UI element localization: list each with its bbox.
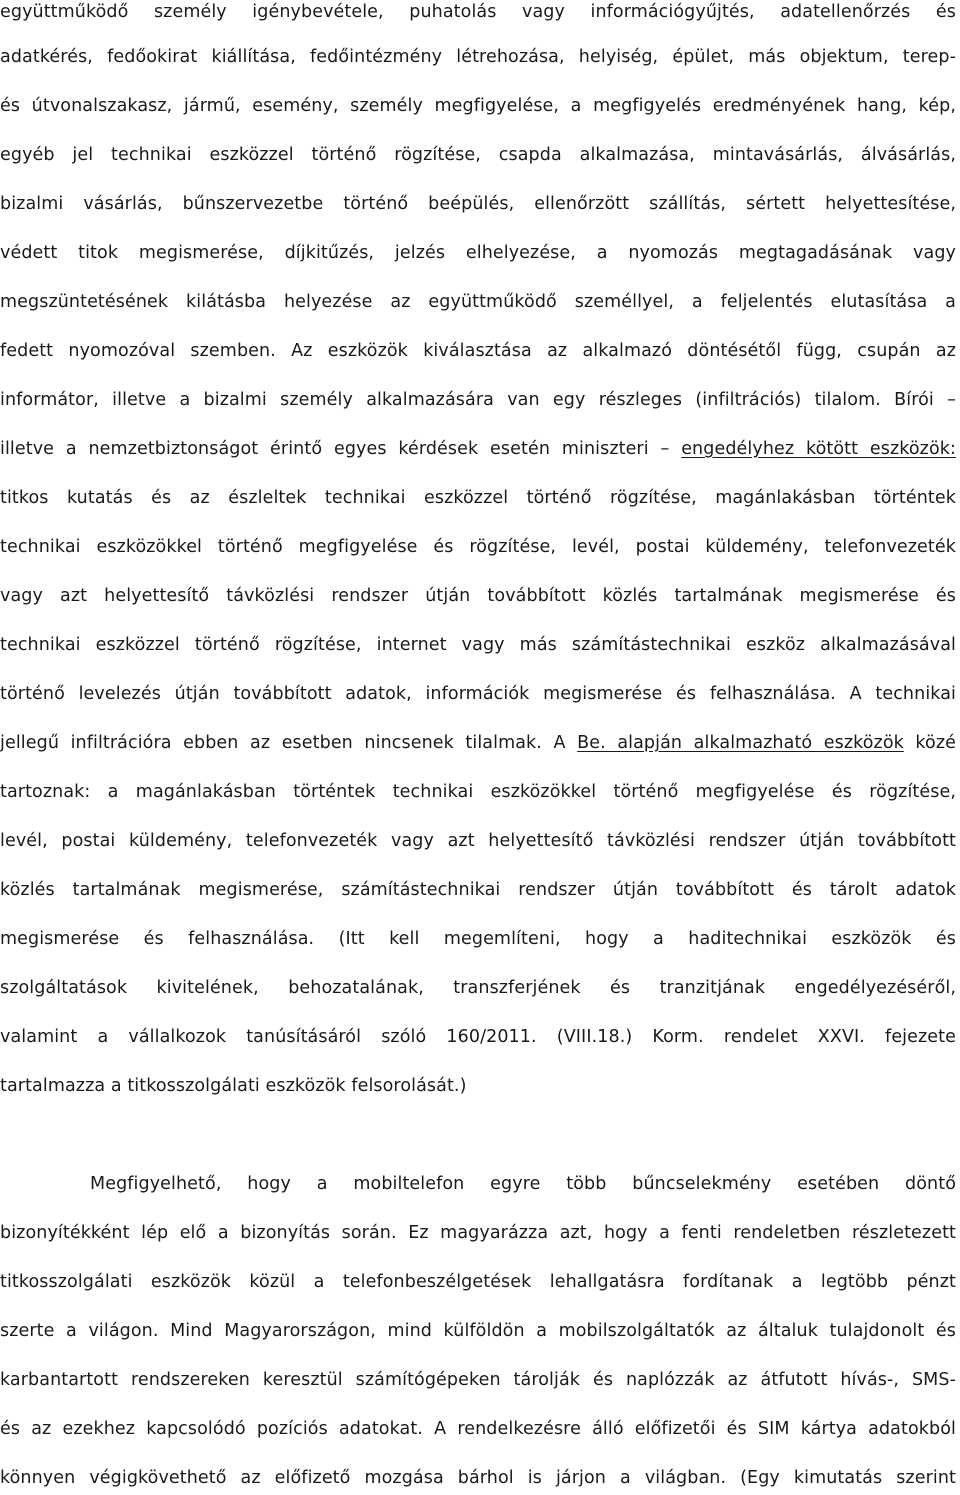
text-line: közlés tartalmának megismerése, számítástechnikai rendszer útján továbbított és tárolt adatok <box>0 880 956 900</box>
text-line: tartoznak: a magánlakásban történtek technikai eszközökkel történő megfigyelése és rögzítése, <box>0 782 956 802</box>
text-line: titkosszolgálati eszközök közül a telefonbeszélgetések lehallgatásra fordítanak a legtöbb pénzt <box>0 1272 956 1292</box>
text-line: és az ezekhez kapcsolódó pozíciós adatokat. A rendelkezésre álló előfizetői és SIM kártya adatokból <box>0 1419 956 1439</box>
text-line: levél, postai küldemény, telefonvezeték vagy azt helyettesítő távközlési rendszer útján továbbított <box>0 831 956 851</box>
text-line: Megfigyelhető, hogy a mobiltelefon egyre több bűncselekmény esetében döntő <box>90 1174 956 1194</box>
underlined-term: engedélyhez kötött eszközök: <box>681 439 956 459</box>
text-line <box>0 731 956 755</box>
text-line: történő levelezés útján továbbított adatok, információk megismerése és felhasználása. A technikai <box>0 684 956 704</box>
text-line: együttműködő személy igénybevétele, puhatolás vagy információgyűjtés, adatellenőrzés és <box>0 2 956 22</box>
text-line: technikai eszközökkel történő megfigyelése és rögzítése, levél, postai küldemény, telefonvezeték <box>0 537 956 557</box>
text-line: karbantartott rendszereken keresztül számítógépeken tárolják és naplózzák az átfutott hívás-, SMS- <box>0 1370 956 1390</box>
text-line <box>0 437 956 461</box>
text-line: megismerése és felhasználása. (Itt kell megemlíteni, hogy a haditechnikai eszközök és <box>0 929 956 949</box>
text-segment: illetve a nemzetbiztonságot érintő egyes kérdések esetén miniszteri – <box>0 439 682 459</box>
text-line: könnyen végigkövethető az előfizető mozgása bárhol is járjon a világban. (Egy kimutatás szerint <box>0 1468 956 1488</box>
text-line: vagy azt helyettesítő távközlési rendszer útján továbbított közlés tartalmának megismerése és <box>0 586 956 606</box>
underlined-term: Be. alapján alkalmazható eszközök <box>577 733 904 753</box>
text-segment: jellegű infiltrációra ebben az esetben nincsenek tilalmak. A <box>0 733 578 753</box>
text-line: informátor, illetve a bizalmi személy alkalmazására van egy részleges (infiltrációs) tilalom. Bírói – <box>0 390 956 410</box>
text-line: bizonyítékként lép elő a bizonyítás során. Ez magyarázza azt, hogy a fenti rendeletben részletezett <box>0 1223 956 1243</box>
text-segment: közé <box>903 733 956 753</box>
text-line: szolgáltatások kivitelének, behozatalának, transzferjének és tranzitjának engedélyezéséről, <box>0 978 956 998</box>
text-line: adatkérés, fedőokirat kiállítása, fedőintézmény létrehozása, helyiség, épület, más objektum, terep- <box>0 47 956 67</box>
text-line: és útvonalszakasz, jármű, esemény, személy megfigyelése, a megfigyelés eredményének hang, kép, <box>0 96 956 116</box>
text-line: valamint a vállalkozok tanúsításáról szóló 160/2011. (VIII.18.) Korm. rendelet XXVI. fejezete <box>0 1027 956 1047</box>
text-line: technikai eszközzel történő rögzítése, internet vagy más számítástechnikai eszköz alkalmazásával <box>0 635 956 655</box>
text-line: védett titok megismerése, díjkitűzés, jelzés elhelyezése, a nyomozás megtagadásának vagy <box>0 243 956 263</box>
text-line: megszüntetésének kilátásba helyezése az együttműködő személlyel, a feljelentés elutasítása a <box>0 292 956 312</box>
text-line: bizalmi vásárlás, bűnszervezetbe történő beépülés, ellenőrzött szállítás, sértett helyettesítése, <box>0 194 956 214</box>
text-line: fedett nyomozóval szemben. Az eszközök kiválasztása az alkalmazó döntésétől függ, csupán az <box>0 341 956 361</box>
text-line: szerte a világon. Mind Magyarországon, mind külföldön a mobilszolgáltatók az általuk tulajdonolt és <box>0 1321 956 1341</box>
text-line: tartalmazza a titkosszolgálati eszközök felsorolását.) <box>0 1076 467 1096</box>
text-line: egyéb jel technikai eszközzel történő rögzítése, csapda alkalmazása, mintavásárlás, álvásárlás, <box>0 145 956 165</box>
text-line: titkos kutatás és az észleltek technikai eszközzel történő rögzítése, magánlakásban történtek <box>0 488 956 508</box>
